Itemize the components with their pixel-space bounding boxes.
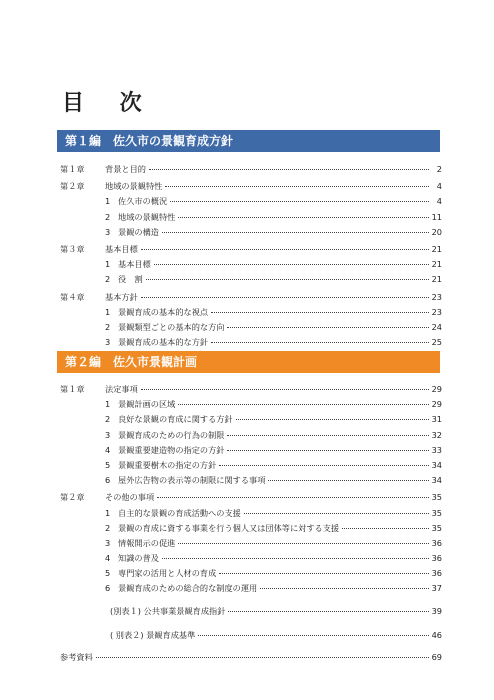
- page-number: 25: [431, 337, 442, 348]
- chapter-label: 第２章: [60, 492, 85, 503]
- dot-leader: [219, 573, 428, 574]
- section-number: 2: [105, 211, 111, 222]
- dot-leader: [211, 342, 429, 343]
- toc-entry[interactable]: [60, 196, 442, 211]
- toc-entry[interactable]: [60, 414, 442, 429]
- toc-entry[interactable]: [60, 508, 442, 523]
- page-number: 34: [431, 475, 442, 486]
- toc-entry[interactable]: [60, 445, 442, 460]
- page-number: 2: [436, 164, 442, 174]
- toc-entry[interactable]: [60, 523, 442, 538]
- entry-title: 屋外広告物の表示等の制限に関する事項: [118, 475, 266, 486]
- entry-title: 良好な景観の育成に関する方針: [118, 414, 233, 425]
- section-number: 4: [105, 553, 111, 564]
- section-number: 2: [105, 274, 111, 285]
- dot-leader: [170, 201, 429, 202]
- entry-title: 景観計画の区域: [118, 399, 176, 410]
- section-number: 1: [105, 196, 111, 207]
- dot-leader: [162, 232, 429, 233]
- dot-leader: [244, 513, 429, 514]
- dot-leader: [96, 657, 429, 658]
- dot-leader: [342, 528, 429, 529]
- dot-leader: [227, 327, 428, 328]
- toc-entry[interactable]: [60, 274, 442, 289]
- section-number: 6: [105, 475, 111, 486]
- dot-leader: [162, 558, 429, 559]
- entry-title: 基本目標: [105, 243, 138, 254]
- toc-entry[interactable]: [60, 492, 442, 507]
- entry-title: (別表１) 公共事業景観育成指針: [110, 605, 226, 616]
- entry-title: 地域の景観特性: [105, 181, 163, 192]
- entry-title: 地域の景観特性: [118, 211, 176, 222]
- page-number: 35: [431, 522, 442, 533]
- part2-heading: 第２編 佐久市景観計画: [57, 351, 440, 373]
- page-number: 4: [436, 181, 442, 192]
- page-number: 36: [431, 553, 442, 564]
- section-number: 1: [105, 507, 111, 518]
- dot-leader: [228, 611, 428, 612]
- section-number: 2: [105, 522, 111, 533]
- page-number: 20: [431, 226, 442, 237]
- entry-title: 景観の育成に資する事業を行う個人又は団体等に対する支援: [118, 522, 340, 533]
- entry-title: 自主的な景観の育成活動への支援: [118, 507, 241, 518]
- toc-entry[interactable]: [60, 568, 442, 583]
- entry-title: 景観育成の基本的な視点: [118, 306, 209, 317]
- entry-title: 景観育成の基本的な方針: [118, 337, 209, 348]
- dot-leader: [165, 186, 429, 187]
- toc-entry[interactable]: [60, 384, 442, 399]
- chapter-label: 第２章: [60, 181, 85, 192]
- page-number: 29: [431, 399, 442, 410]
- toc-entry[interactable]: [60, 430, 442, 445]
- dot-leader: [236, 419, 429, 420]
- page-number: 35: [431, 507, 442, 518]
- page-number: 11: [431, 211, 442, 222]
- chapter-label: 第３章: [60, 243, 85, 254]
- dot-leader: [198, 635, 428, 636]
- section-number: 2: [105, 414, 111, 425]
- page-number: 35: [431, 492, 442, 503]
- page-number: 32: [431, 429, 442, 440]
- entry-title: 景観の構造: [118, 226, 159, 237]
- page-number: 69: [431, 652, 442, 662]
- chapter-label: 第１章: [60, 164, 85, 174]
- entry-title: 基本目標: [118, 259, 151, 270]
- entry-title: 情報開示の促進: [118, 537, 176, 548]
- toc-entry[interactable]: [60, 227, 442, 242]
- entry-title: 専門家の活用と人材の育成: [118, 568, 217, 579]
- section-number: 2: [105, 321, 111, 332]
- dot-leader: [227, 450, 428, 451]
- section-number: 3: [105, 537, 111, 548]
- page-number: 36: [431, 537, 442, 548]
- section-number: 1: [105, 259, 111, 270]
- entry-title: 知識の普及: [118, 553, 159, 564]
- page-number: 24: [431, 321, 442, 332]
- entry-title: 景観育成のための行為の制限: [118, 429, 225, 440]
- section-number: 4: [105, 444, 111, 455]
- dot-leader: [211, 312, 429, 313]
- toc-entry[interactable]: [60, 460, 442, 475]
- page-number: 34: [431, 459, 442, 470]
- toc-entry[interactable]: [60, 475, 442, 490]
- entry-title: 役 割: [118, 274, 143, 285]
- dot-leader: [149, 169, 429, 170]
- toc-entry[interactable]: [60, 244, 442, 259]
- toc-entry[interactable]: [60, 399, 442, 414]
- page-number: 21: [431, 274, 442, 285]
- section-number: 3: [105, 429, 111, 440]
- page-number: 23: [431, 306, 442, 317]
- page-title: 目 次: [62, 91, 156, 116]
- dot-leader: [268, 480, 428, 481]
- dot-leader: [141, 389, 429, 390]
- page-number: 36: [431, 568, 442, 579]
- section-number: 5: [105, 568, 111, 579]
- part2-toc: [60, 384, 442, 667]
- dot-leader: [157, 497, 428, 498]
- toc-entry[interactable]: [60, 307, 442, 322]
- toc-entry[interactable]: [60, 212, 442, 227]
- page-number: 37: [431, 583, 442, 594]
- toc-entry[interactable]: [60, 553, 442, 568]
- dot-leader: [141, 297, 429, 298]
- toc-entry[interactable]: [60, 164, 442, 179]
- page-number: 33: [431, 444, 442, 455]
- part1-heading: 第１編 佐久市の景観育成方針: [57, 130, 440, 152]
- section-number: 3: [105, 226, 111, 237]
- toc-entry[interactable]: [60, 337, 442, 352]
- dot-leader: [178, 543, 428, 544]
- dot-leader: [154, 264, 429, 265]
- dot-leader: [227, 435, 428, 436]
- entry-title: 景観重要樹木の指定の方針: [118, 459, 217, 470]
- toc-entry[interactable]: [60, 259, 442, 274]
- page-number: 4: [436, 196, 442, 207]
- entry-title: その他の事項: [105, 492, 155, 503]
- part1-toc: [60, 164, 442, 352]
- toc-entry[interactable]: [60, 583, 442, 598]
- toc-entry[interactable]: [60, 181, 442, 196]
- entry-title: 参考資料: [60, 652, 93, 662]
- section-number: 5: [105, 459, 111, 470]
- page-number: 21: [431, 243, 442, 254]
- page-number: 23: [431, 291, 442, 302]
- dot-leader: [178, 217, 428, 218]
- section-number: 6: [105, 583, 111, 594]
- dot-leader: [219, 465, 428, 466]
- section-number: 3: [105, 337, 111, 348]
- page-number: 39: [431, 605, 442, 616]
- entry-title: 法定事項: [105, 384, 138, 394]
- section-number: 1: [105, 306, 111, 317]
- entry-title: 景観類型ごとの基本的な方向: [118, 321, 225, 332]
- section-number: 1: [105, 399, 111, 410]
- entry-title: 背景と目的: [105, 164, 146, 174]
- entry-title: 基本方針: [105, 291, 138, 302]
- entry-title: ( 別表２) 景観育成基準: [110, 629, 196, 640]
- dot-leader: [260, 588, 428, 589]
- toc-entry[interactable]: [60, 606, 442, 621]
- page-number: 31: [431, 414, 442, 425]
- chapter-label: 第４章: [60, 291, 85, 302]
- entry-title: 景観育成のための総合的な制度の運用: [118, 583, 258, 594]
- entry-title: 景観重要建造物の指定の方針: [118, 444, 225, 455]
- page-number: 46: [431, 629, 442, 640]
- dot-leader: [146, 279, 429, 280]
- toc-entry[interactable]: [60, 322, 442, 337]
- toc-entry[interactable]: [60, 630, 442, 645]
- dot-leader: [178, 404, 428, 405]
- toc-entry[interactable]: [60, 652, 442, 667]
- toc-entry[interactable]: [60, 538, 442, 553]
- entry-title: 佐久市の概況: [118, 196, 168, 207]
- chapter-label: 第１章: [60, 384, 85, 394]
- page-number: 29: [431, 384, 442, 394]
- toc-entry[interactable]: [60, 292, 442, 307]
- dot-leader: [141, 249, 429, 250]
- page-number: 21: [431, 259, 442, 270]
